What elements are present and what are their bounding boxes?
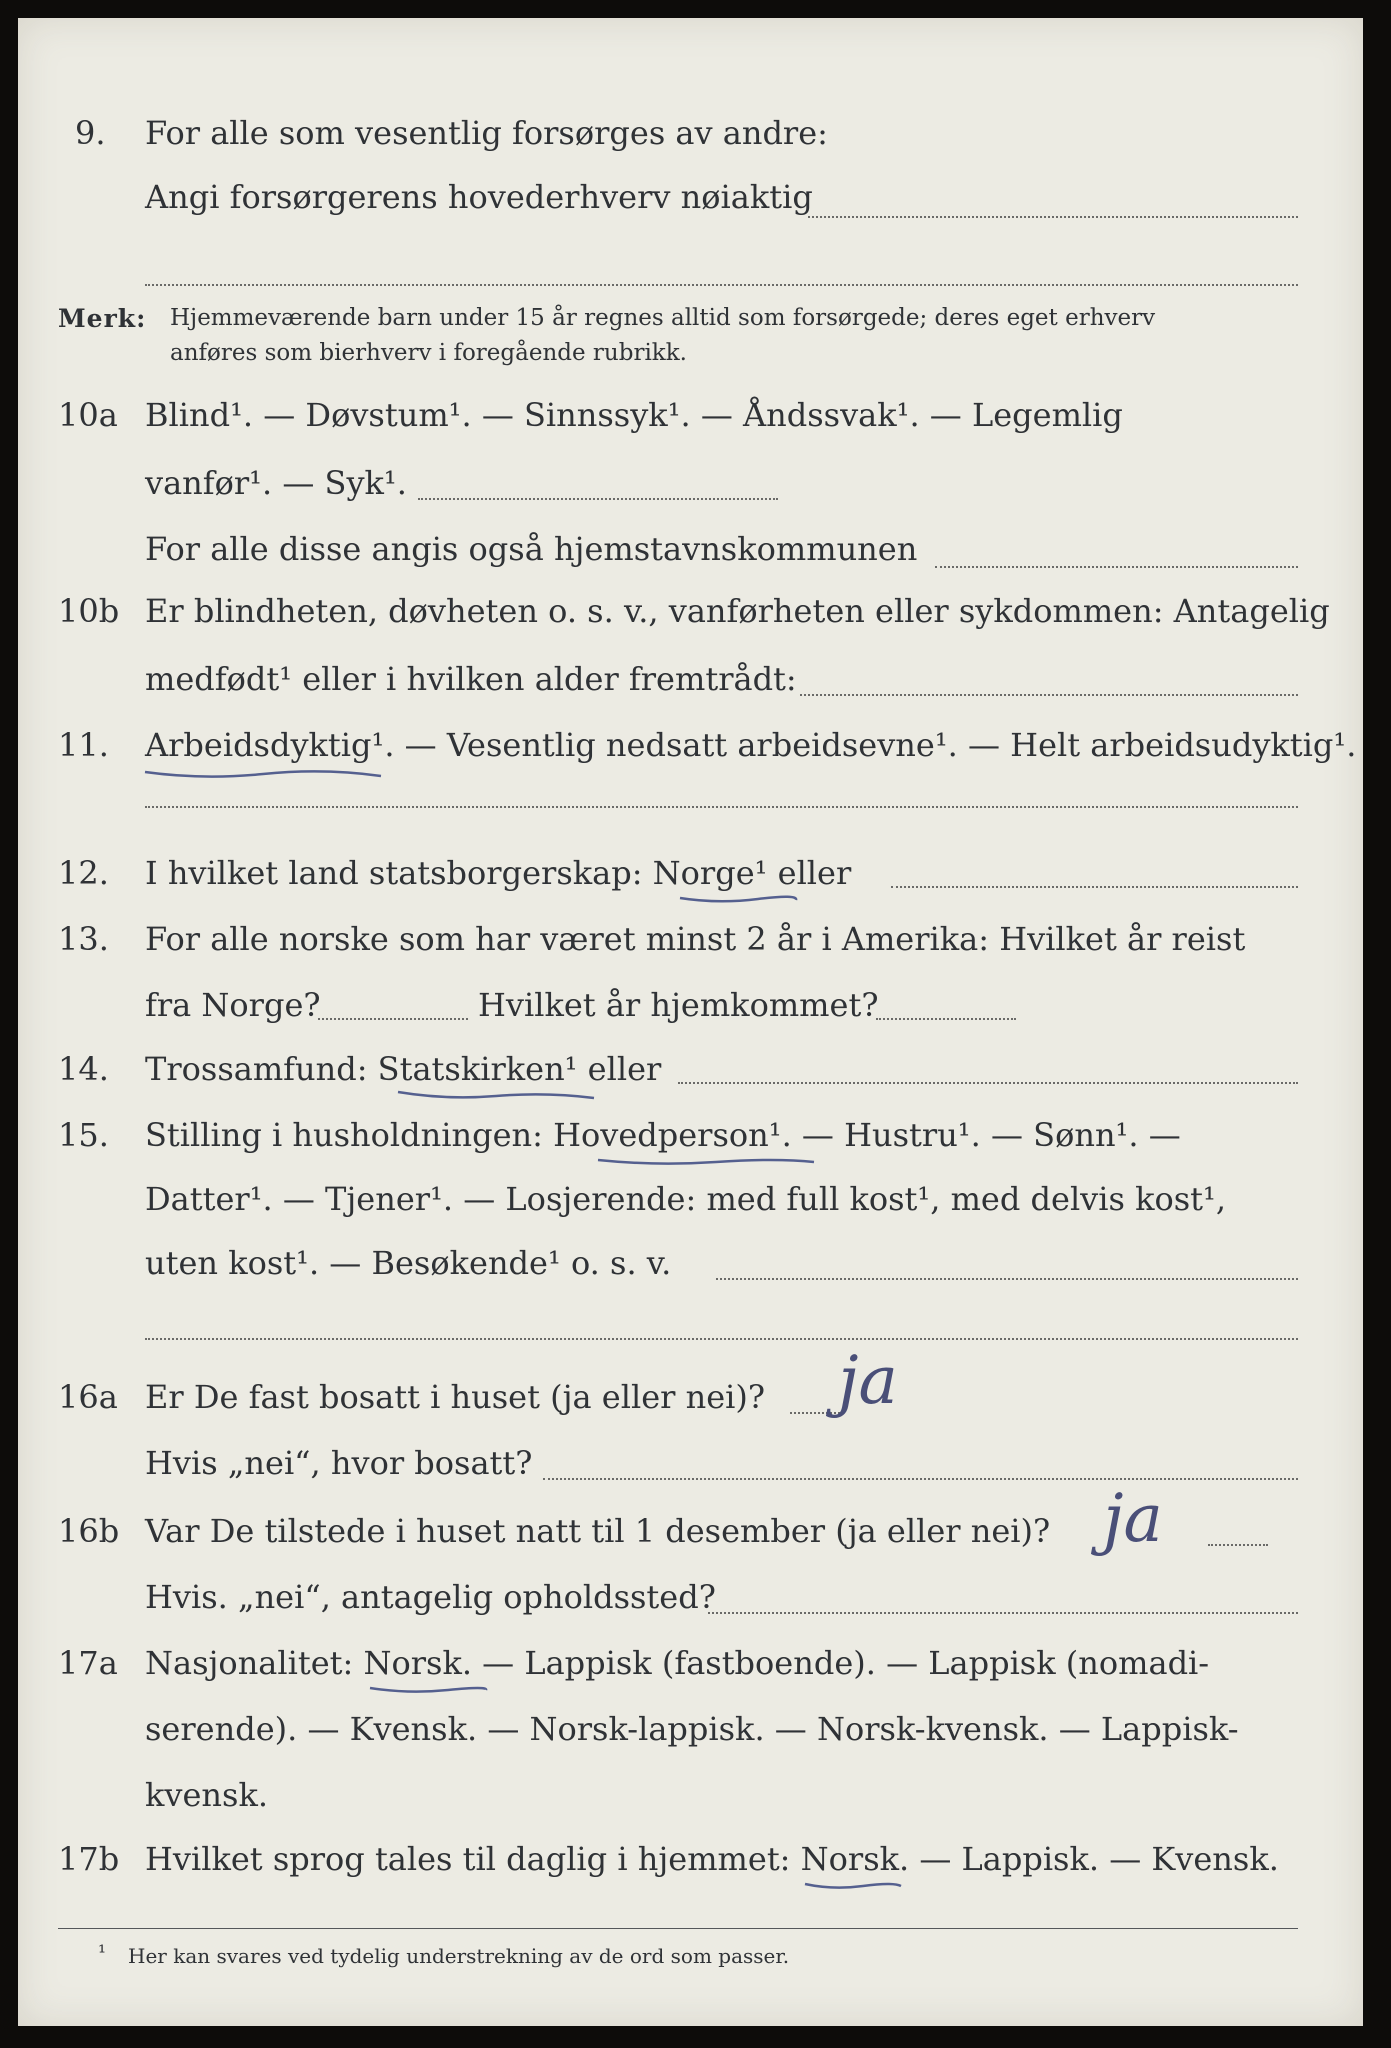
question-13-number: 13. <box>58 920 109 958</box>
question-17a-line1: Nasjonalitet: Norsk. — Lappisk (fastboende). — Lappisk (nomadi- <box>145 1644 1210 1682</box>
merk-line1: Hjemmeværende barn under 15 år regnes alltid som forsørgede; deres eget erhverv <box>170 305 1156 331</box>
answer-line-9b <box>145 284 1298 286</box>
question-16b-line1: Var De tilstede i huset natt til 1 desember (ja eller nei)? <box>145 1512 1051 1550</box>
question-9-line2: Angi forsørgerens hovederhverv nøiaktig <box>145 178 813 216</box>
answer-line-10a-kommune <box>935 566 1298 568</box>
question-10a-line1: Blind¹. — Døvstum¹. — Sinnssyk¹. — Åndssvak¹. — Legemlig <box>145 396 1123 434</box>
underline-arbeidsdyktig <box>143 762 383 782</box>
question-12-number: 12. <box>58 854 109 892</box>
question-17a-line2: serende). — Kvensk. — Norsk-lappisk. — Norsk-kvensk. — Lappisk- <box>145 1710 1239 1748</box>
question-16a-line2: Hvis „nei“, hvor bosatt? <box>145 1444 533 1482</box>
question-11-line1: Arbeidsdyktig¹. — Vesentlig nedsatt arbeidsevne¹. — Helt arbeidsudyktig¹. <box>145 726 1357 764</box>
question-15-line3: uten kost¹. — Besøkende¹ o. s. v. <box>145 1244 672 1282</box>
question-13-line2a: fra Norge? <box>145 986 321 1024</box>
question-17a-number: 17a <box>58 1644 118 1682</box>
question-9-line1: For alle som vesentlig forsørges av andre: <box>145 114 828 152</box>
answer-line-15b <box>145 1338 1298 1340</box>
question-12-line1: I hvilket land statsborgerskap: Norge¹ eller <box>145 854 852 892</box>
question-14-number: 14. <box>58 1050 109 1088</box>
underline-hovedperson <box>596 1150 816 1170</box>
answer-line-15 <box>716 1278 1298 1280</box>
question-13-line2b: Hvilket år hjemkommet? <box>478 986 879 1024</box>
merk-line2: anføres som bierhverv i foregående rubrikk. <box>170 340 687 366</box>
question-13-line1: For alle norske som har været minst 2 år i Amerika: Hvilket år reist <box>145 920 1246 958</box>
census-form-page <box>18 18 1363 2026</box>
answer-line-9 <box>808 216 1298 218</box>
answer-line-16b-opholdssted <box>708 1612 1298 1614</box>
question-10a-number: 10a <box>58 396 118 434</box>
question-10b-line1: Er blindheten, døvheten o. s. v., vanførheten eller sykdommen: Antagelig <box>145 592 1330 630</box>
answer-line-13-reist <box>318 1018 468 1020</box>
question-17b-number: 17b <box>58 1840 120 1878</box>
question-17b-line1: Hvilket sprog tales til daglig i hjemmet: Norsk. — Lappisk. — Kvensk. <box>145 1840 1279 1878</box>
question-16a-number: 16a <box>58 1378 118 1416</box>
answer-line-16b <box>1208 1544 1268 1546</box>
question-15-number: 15. <box>58 1116 109 1154</box>
question-16b-line2: Hvis. „nei“, antagelig opholdssted? <box>145 1578 716 1616</box>
footnote-rule <box>58 1928 1298 1929</box>
underline-norsk-17b <box>803 1874 903 1894</box>
underline-norge <box>678 888 798 908</box>
question-14-line1: Trossamfund: Statskirken¹ eller <box>145 1050 662 1088</box>
answer-line-14 <box>678 1082 1298 1084</box>
question-10a-line2: vanfør¹. — Syk¹. <box>145 464 407 502</box>
question-15-line1: Stilling i husholdningen: Hovedperson¹. — Hustru¹. — Sønn¹. — <box>145 1116 1181 1154</box>
question-10a-line3: For alle disse angis også hjemstavnskommunen <box>145 530 918 568</box>
question-15-line2: Datter¹. — Tjener¹. — Losjerende: med full kost¹, med delvis kost¹, <box>145 1180 1227 1218</box>
question-11-number: 11. <box>58 726 109 764</box>
answer-line-11 <box>145 806 1298 808</box>
answer-line-10b <box>800 694 1298 696</box>
question-10b-line2: medfødt¹ eller i hvilken alder fremtrådt: <box>145 660 797 698</box>
question-9-number: 9. <box>75 114 106 152</box>
answer-line-12 <box>891 886 1298 888</box>
question-16a-line1: Er De fast bosatt i huset (ja eller nei)? <box>145 1378 766 1416</box>
answer-line-16a <box>790 1412 840 1414</box>
footnote-mark: ¹ <box>98 1940 107 1964</box>
question-17a-line3: kvensk. <box>145 1776 268 1814</box>
footnote-text: Her kan svares ved tydelig understrekning av de ord som passer. <box>128 1944 790 1968</box>
answer-line-16a-bosatt <box>543 1478 1298 1480</box>
question-10b-number: 10b <box>58 592 120 630</box>
answer-line-10a <box>418 498 778 500</box>
underline-norsk-17a <box>368 1678 488 1698</box>
answer-line-13-hjemkommet <box>876 1018 1016 1020</box>
question-16b-number: 16b <box>58 1512 120 1550</box>
merk-label: Merk: <box>58 304 147 333</box>
underline-statskirken <box>396 1084 596 1104</box>
handwritten-answer-16b: ja <box>1103 1480 1163 1557</box>
handwritten-answer-16a: ja <box>838 1342 898 1419</box>
